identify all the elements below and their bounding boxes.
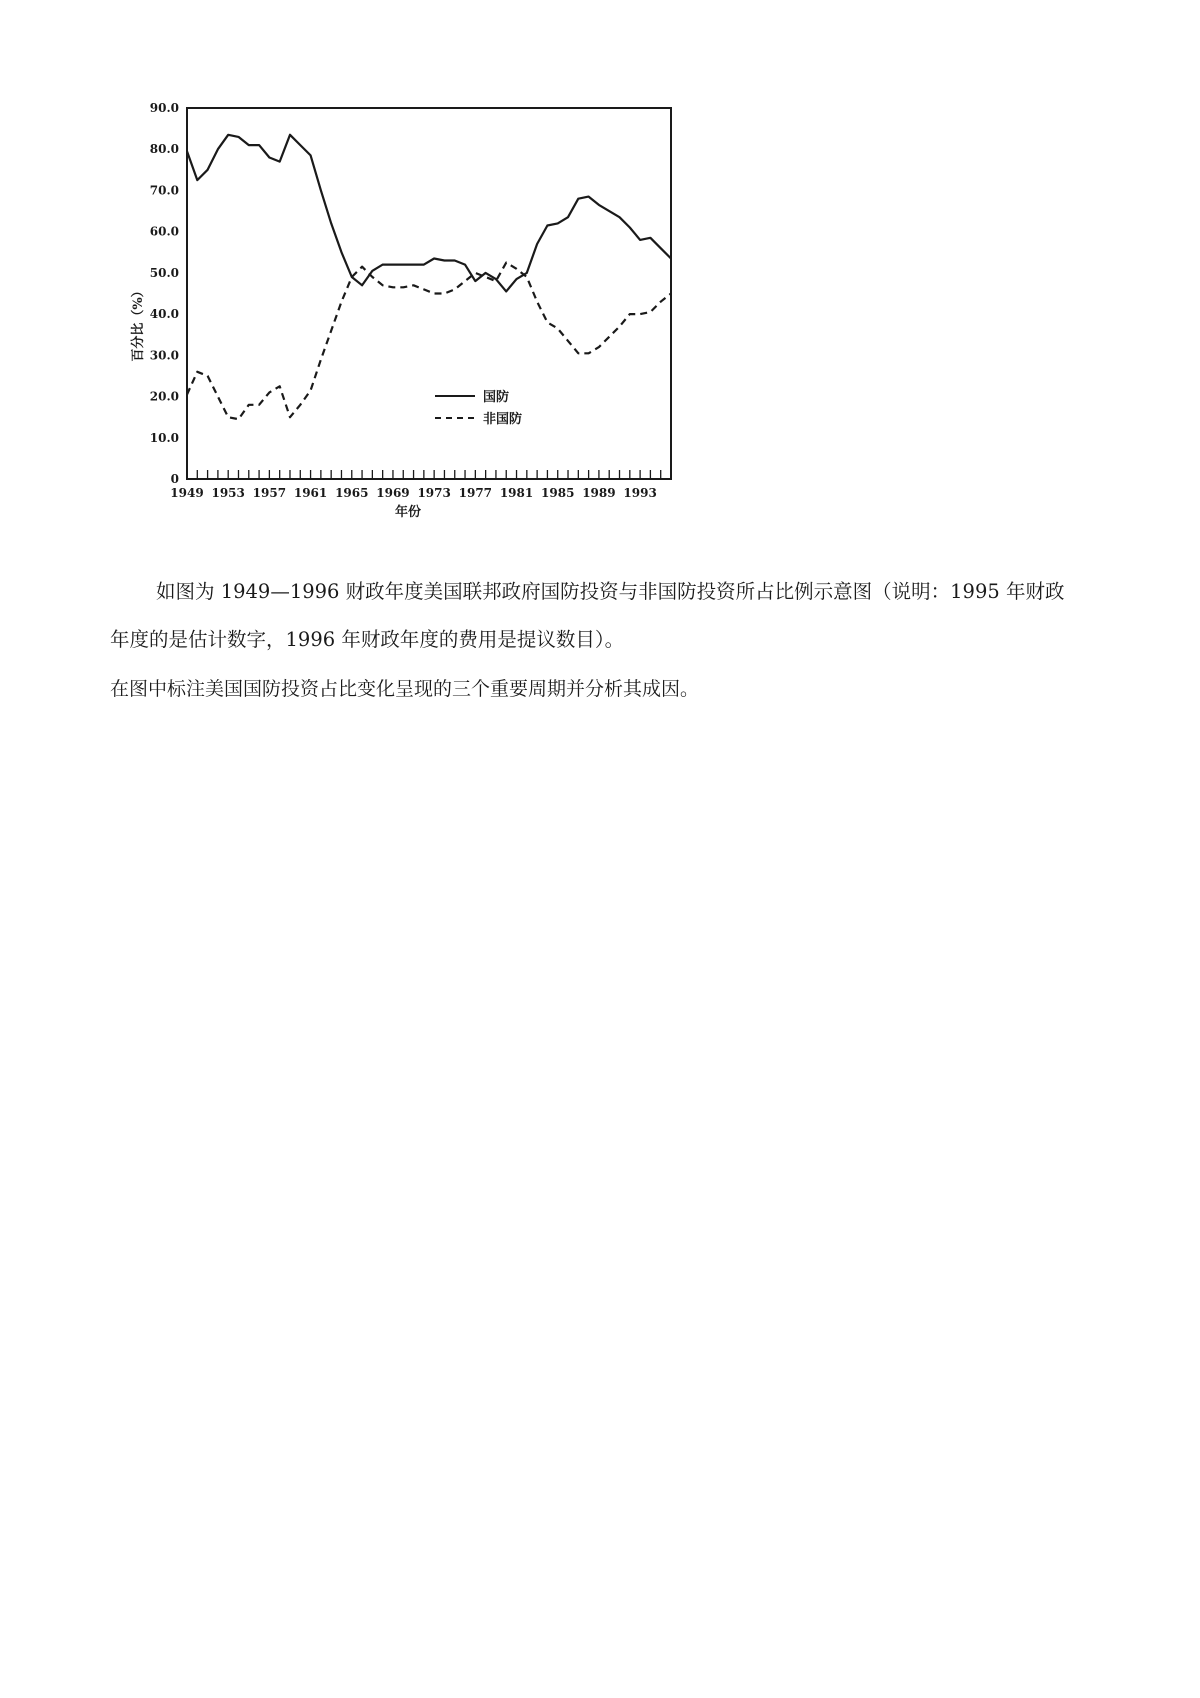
line-chart	[110, 95, 730, 565]
legend-label: 非国防	[483, 412, 523, 427]
y-tick-label: 70.0	[149, 183, 179, 198]
y-tick-label: 30.0	[149, 348, 179, 363]
figure-caption-line-1: 如图为 1949—1996 财政年度美国联邦政府国防投资与非国防投资所占比例示意图（说明：1995 年财政	[156, 580, 1065, 603]
x-tick-label: 1953	[211, 486, 245, 500]
x-axis-label: 年份	[394, 505, 422, 520]
x-tick-label: 1957	[252, 486, 287, 500]
x-tick-label: 1981	[499, 486, 534, 500]
x-tick-label: 1973	[417, 486, 451, 500]
y-tick-label: 20.0	[149, 389, 179, 404]
plot-frame	[187, 108, 671, 479]
y-tick-label: 40.0	[149, 307, 179, 322]
x-tick-label: 1977	[458, 486, 493, 500]
series-line-defense	[187, 135, 671, 292]
y-tick-label: 80.0	[149, 142, 179, 157]
y-tick-label: 90.0	[149, 101, 179, 115]
y-tick-label: 0	[170, 472, 179, 486]
figure-caption-line-2: 年度的是估计数字，1996 年财政年度的费用是提议数目）。	[110, 628, 625, 651]
x-tick-label: 1969	[376, 486, 410, 500]
legend-label: 国防	[483, 390, 510, 405]
series-line-non-defense	[187, 263, 671, 420]
x-tick-marks	[187, 470, 671, 479]
legend	[435, 389, 522, 427]
series-layer	[187, 135, 671, 419]
question-text: 在图中标注美国国防投资占比变化呈现的三个重要周期并分析其成因。	[110, 678, 700, 700]
x-tick-label: 1993	[623, 486, 657, 500]
y-tick-labels	[150, 101, 179, 486]
y-axis-label: 百分比（%）	[131, 284, 146, 362]
y-tick-label: 10.0	[149, 430, 179, 445]
chart-svg	[110, 95, 730, 565]
x-tick-label: 1985	[541, 486, 575, 500]
x-tick-label: 1965	[335, 486, 369, 500]
y-tick-label: 50.0	[149, 265, 179, 280]
x-tick-labels	[170, 486, 657, 500]
x-tick-label: 1949	[170, 486, 204, 500]
x-tick-label: 1961	[293, 486, 328, 500]
y-tick-label: 60.0	[149, 224, 179, 239]
x-tick-label: 1989	[582, 486, 616, 500]
